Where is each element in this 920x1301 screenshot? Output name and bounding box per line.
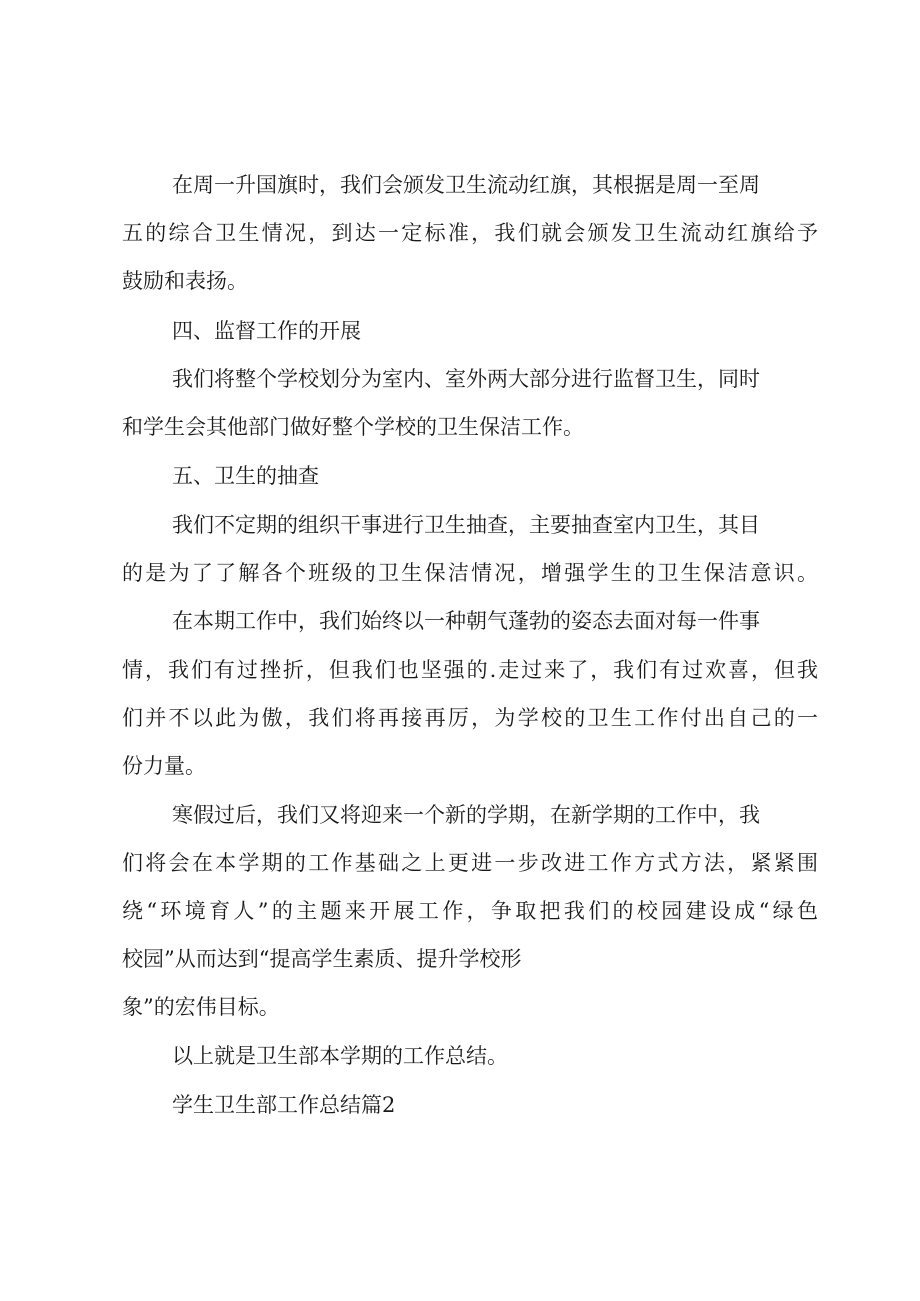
paragraph-line: 们将会在本学期的工作基础之上更进一步改进工作方式方法，紧紧围	[122, 851, 818, 875]
paragraph-line: 们并不以此为傲，我们将再接再厉，为学校的卫生工作付出自己的一	[122, 706, 818, 730]
paragraph-line: 在本期工作中，我们始终以一种朝气蓬勃的姿态去面对每一件事	[172, 609, 760, 633]
paragraph-line: 份力量。	[122, 754, 206, 778]
paragraph-line: 的是为了了解各个班级的卫生保洁情况，增强学生的卫生保洁意识。	[122, 561, 818, 585]
paragraph-line: 绕“环境育人”的主题来开展工作，争取把我们的校园建设成“绿色	[122, 899, 818, 923]
paragraph-line: 五的综合卫生情况，到达一定标准，我们就会颁发卫生流动红旗给予	[122, 221, 818, 245]
section-heading: 五、卫生的抽查	[172, 464, 319, 488]
paragraph-line: 我们将整个学校划分为室内、室外两大部分进行监督卫生，同时	[172, 367, 760, 391]
section-heading: 四、监督工作的开展	[172, 319, 361, 343]
paragraph-line: 寒假过后，我们又将迎来一个新的学期，在新学期的工作中，我	[172, 803, 760, 827]
paragraph-line: 在周一升国旗时，我们会颁发卫生流动红旗，其根据是周一至周	[172, 173, 760, 197]
paragraph-line: 校园”从而达到“提高学生素质、提升学校形	[122, 947, 522, 971]
paragraph-line: 我们不定期的组织干事进行卫生抽查，主要抽查室内卫生，其目	[172, 513, 760, 537]
paragraph-line: 象”的宏伟目标。	[122, 995, 280, 1019]
paragraph-line: 以上就是卫生部本学期的工作总结。	[172, 1044, 508, 1068]
paragraph-line: 和学生会其他部门做好整个学校的卫生保洁工作。	[122, 415, 584, 439]
paragraph-line: 情，我们有过挫折，但我们也坚强的.走过来了，我们有过欢喜，但我	[122, 658, 818, 682]
paragraph-line: 鼓励和表扬。	[122, 269, 248, 293]
section-title: 学生卫生部工作总结篇2	[172, 1093, 396, 1117]
